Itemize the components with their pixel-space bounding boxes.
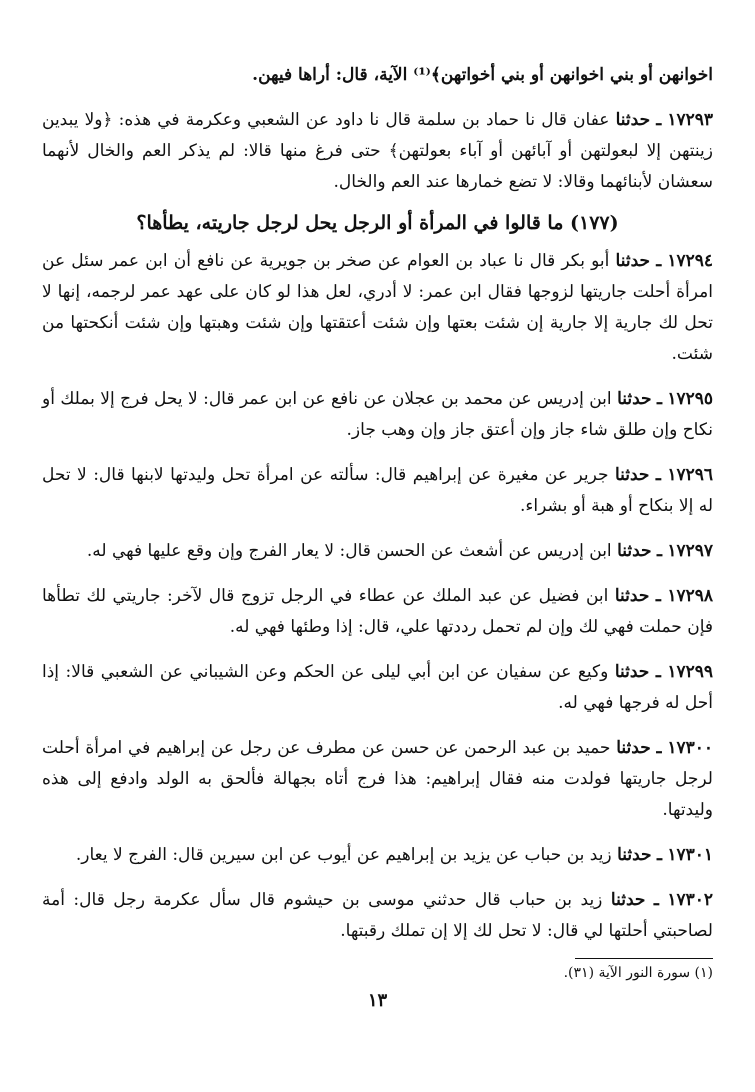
hadith-entry — [42, 460, 713, 522]
entry-number: ١٧٣٠٠ — [667, 738, 713, 758]
entry-text: زيد بن حباب قال حدثني موسى بن حيشوم قال سأل عكرمة رجل قال: أمة لصاحبتي أحلتها لي قال: لا تحل لك إلا إن تملك رقبتها. — [42, 890, 713, 941]
hadith-entry — [42, 581, 713, 643]
entry-dash: ـ — [655, 465, 661, 485]
entry-text: ابن إدريس عن أشعث عن الحسن قال: لا يعار الفرج وإن وقع عليها فهي له. — [86, 541, 612, 561]
entry-dash: ـ — [653, 890, 659, 910]
continuation-line: اخوانهن أو بني اخوانهن أو بني أخواتهن﴾⁽¹⁾ الآية، قال: أراها فيهن. — [252, 65, 713, 85]
entry-number: ١٧٢٩٨ — [667, 586, 714, 606]
entry-lead: حدثنا — [615, 110, 651, 130]
entry-dash: ـ — [655, 586, 661, 606]
entry-text: زيد بن حباب عن يزيد بن إبراهيم عن أيوب عن ابن سيرين قال: الفرج لا يعار. — [75, 845, 612, 865]
entry-number: ١٧٢٩٩ — [667, 662, 713, 682]
entry-text: وكيع عن سفيان عن ابن أبي ليلى عن الحكم وعن الشيباني عن الشعبي قالا: إذا أحل له فرجها فهي له. — [42, 662, 713, 713]
chapter-heading: (١٧٧) ما قالوا في المرأة أو الرجل يحل لرجل جاريته، يطأها؟ — [136, 212, 619, 234]
entry-dash: ـ — [656, 389, 662, 409]
page-number: ١٣ — [367, 990, 388, 1011]
entry-number: ١٧٢٩٤ — [667, 251, 714, 271]
entry-dash: ـ — [656, 110, 662, 130]
entry-dash: ـ — [656, 541, 662, 561]
entry-lead: حدثنا — [614, 465, 650, 485]
entry-lead: حدثنا — [617, 541, 652, 561]
entry-number: ١٧٢٩٧ — [667, 541, 713, 561]
hadith-entry — [42, 536, 713, 567]
footnote-divider — [575, 958, 713, 959]
entry-number: ١٧٢٩٣ — [667, 110, 714, 130]
entry-number: ١٧٢٩٥ — [667, 389, 714, 409]
hadith-entry — [42, 840, 713, 871]
entry-number: ١٧٣٠٢ — [667, 890, 714, 910]
entry-dash: ـ — [656, 251, 662, 271]
entry-text: جرير عن مغيرة عن إبراهيم قال: سألته عن امرأة تحل وليدتها لابنها قال: لا تحل له إلا بنكاح أو هبة أو بشراء. — [42, 465, 713, 516]
entry-lead: حدثنا — [614, 662, 650, 682]
hadith-entry — [42, 246, 713, 370]
entry-text: ابن فضيل عن عبد الملك عن عطاء في الرجل تزوج قال لآخر: جاريتي لك تطأها فإن حملت فهي لك وإن لم تحمل رددتها علي، قال: إذا وطئها فهي له. — [42, 586, 713, 637]
entry-text: حميد بن عبد الرحمن عن حسن عن مطرف عن رجل عن إبراهيم في امرأة أحلت لرجل جاريتها فولدت منه فقال إبراهيم: هذا فرج أتاه بجهالة فألحق به الولد وادفع إلى هذه وليدتها. — [42, 738, 713, 820]
hadith-entry — [42, 384, 713, 446]
entry-dash: ـ — [655, 662, 661, 682]
entry-dash: ـ — [656, 738, 662, 758]
entry-lead: حدثنا — [616, 738, 651, 758]
entry-dash: ـ — [656, 845, 662, 865]
entry-lead: حدثنا — [617, 389, 652, 409]
entries-list — [42, 246, 713, 947]
entry-number: ١٧٣٠١ — [667, 845, 713, 865]
entry-text: أبو بكر قال نا عباد بن العوام عن صخر بن جويرية عن نافع أن ابن عمر سئل عن امرأة أحلت جاريتها لزوجها فقال ابن عمر: لا أدري، لعل هذا لو كان على عهد عمر لرجمه، إنها لا تحل لك جارية إلا جارية إن شئت بعتها وإن شئت أعتقتها وإن شئت وهبتها وإن شئت أنكحتها من شئت. — [42, 251, 713, 364]
hadith-entry — [42, 657, 713, 719]
entry-text: ابن إدريس عن محمد بن عجلان عن نافع عن ابن عمر قال: لا يحل فرج إلا بملك أو نكاح وإن طلق شاء جاز وإن أعتق جاز وإن وهب جاز. — [42, 389, 713, 440]
hadith-entry — [42, 885, 713, 947]
hadith-entry — [42, 733, 713, 826]
entry-text: عفان قال نا حماد بن سلمة قال نا داود عن الشعبي وعكرمة في هذه: ﴿ولا يبدين زينتهن إلا لبعولتهن أو آبائهن أو آباء بعولتهن﴾ حتى فرغ منها قالا: لم يذكر العم والخال لأنهما سعشان لأبنائهما وقالا: لا تضع خمارها عند العم والخال. — [42, 110, 713, 192]
entry-lead: حدثنا — [615, 251, 651, 271]
entry-lead: حدثنا — [617, 845, 652, 865]
hadith-entry — [42, 105, 713, 198]
footnote: (١) سورة النور الآية (٣١). — [563, 965, 713, 981]
entry-number: ١٧٢٩٦ — [667, 465, 714, 485]
entry-lead: حدثنا — [614, 586, 650, 606]
entry-lead: حدثنا — [610, 890, 646, 910]
